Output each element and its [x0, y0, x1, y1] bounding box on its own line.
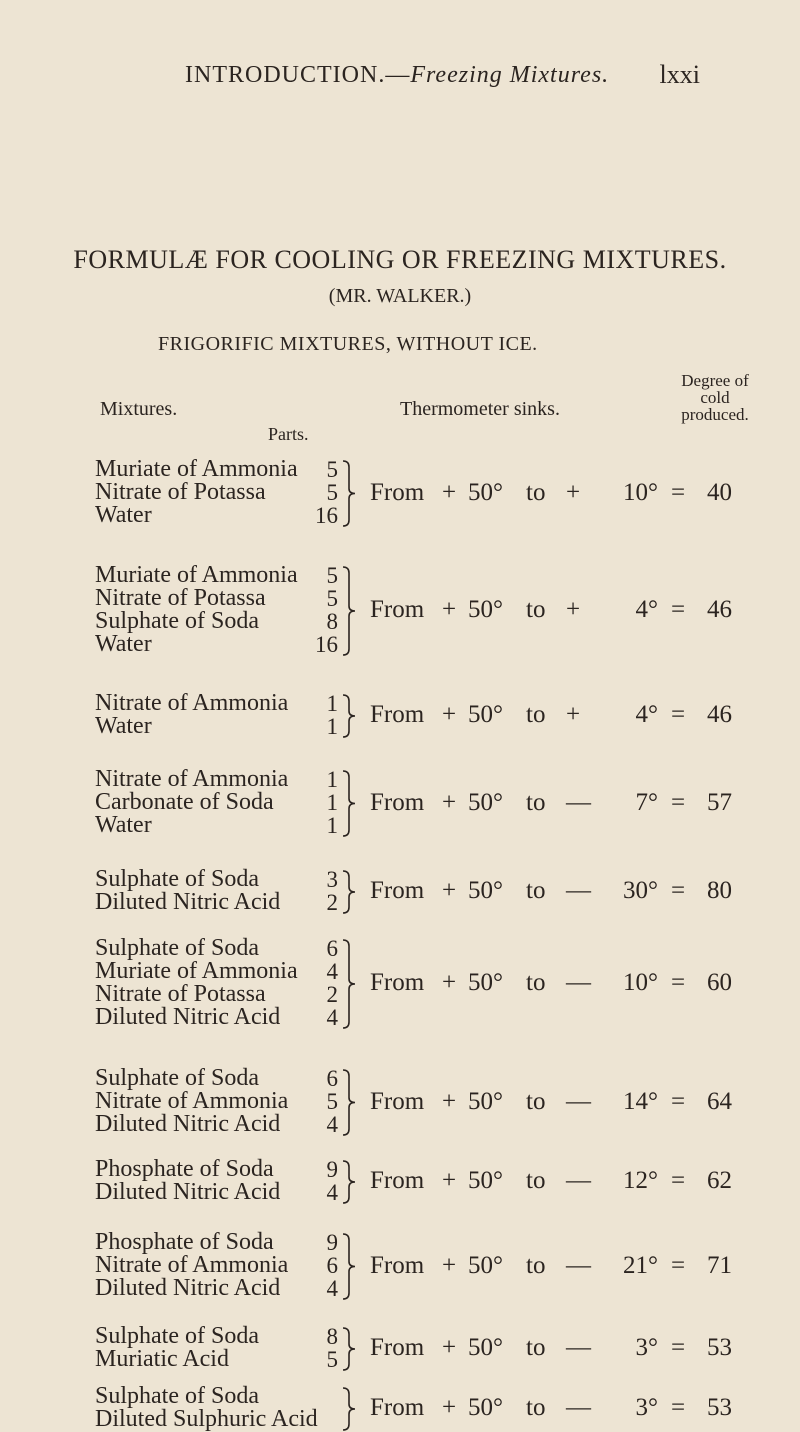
ingredient-name: Sulphate of Soda: [95, 1065, 259, 1091]
grouping-brace: [340, 769, 360, 838]
end-temperature: 21°: [623, 1251, 658, 1279]
temperature-result: [370, 1252, 732, 1280]
grouping-brace: [340, 869, 360, 915]
to-label: to: [526, 478, 546, 506]
ingredient-parts: 5: [326, 480, 338, 505]
ingredient-parts: 9: [326, 1230, 338, 1255]
end-temperature: 3°: [635, 1334, 658, 1361]
ingredient-name: Nitrate of Potassa: [95, 981, 266, 1007]
grouping-brace: [340, 565, 360, 657]
from-label: From: [370, 1251, 425, 1279]
from-label: From: [370, 969, 425, 996]
from-label: From: [370, 478, 425, 506]
to-label: to: [526, 877, 546, 904]
degrees-of-cold: 60: [707, 969, 732, 996]
equals-sign: =: [670, 1334, 686, 1361]
end-sign: —: [566, 877, 591, 904]
ingredient-name: Sulphate of Soda: [95, 1383, 259, 1409]
from-label: From: [370, 1334, 425, 1361]
ingredient-name: Water: [95, 502, 152, 528]
start-temperature: 50°: [468, 478, 503, 506]
degree-header-line-1: Degree of: [681, 371, 749, 390]
degrees-of-cold: 53: [707, 1394, 732, 1421]
ingredient-parts: 4: [326, 1180, 338, 1205]
page-number: lxxi: [659, 60, 700, 89]
to-label: to: [526, 788, 546, 816]
end-sign: +: [566, 701, 581, 728]
start-sign: +: [442, 1334, 457, 1361]
start-sign: +: [442, 478, 457, 506]
ingredient-parts: 1: [326, 790, 338, 815]
ingredient-parts: 4: [326, 959, 338, 984]
grouping-brace: [340, 459, 360, 528]
start-temperature: 50°: [468, 701, 503, 728]
equals-sign: =: [670, 877, 686, 904]
ingredient-parts: 6: [326, 1066, 338, 1091]
ingredient-parts: 8: [326, 1324, 338, 1349]
ingredient-name: Sulphate of Soda: [95, 866, 259, 892]
ingredient-parts: 2: [326, 982, 338, 1007]
degrees-of-cold: 46: [707, 701, 732, 728]
degrees-of-cold: 71: [707, 1251, 732, 1279]
grouping-brace: [340, 1386, 360, 1432]
ingredient-parts: 5: [326, 1089, 338, 1114]
temperature-result: [370, 479, 732, 507]
ingredient-parts: 8: [326, 609, 338, 634]
end-temperature: 14°: [623, 1087, 658, 1115]
ingredient-parts: 9: [326, 1157, 338, 1182]
end-sign: —: [566, 1334, 591, 1361]
to-label: to: [526, 596, 546, 623]
start-temperature: 50°: [468, 596, 503, 623]
end-sign: —: [566, 969, 591, 996]
ingredient-name: Water: [95, 631, 152, 657]
degree-header-line-2: cold: [700, 388, 730, 407]
ingredient-name: Nitrate of Ammonia: [95, 690, 289, 716]
ingredient-parts: 5: [326, 457, 338, 482]
grouping-brace: [340, 938, 360, 1030]
from-label: From: [370, 1394, 425, 1421]
ingredient-parts: 5: [326, 586, 338, 611]
ingredient-name: Muriatic Acid: [95, 1346, 229, 1372]
grouping-brace: [340, 693, 360, 739]
end-temperature: 4°: [635, 701, 658, 728]
end-temperature: 12°: [623, 1167, 658, 1194]
start-temperature: 50°: [468, 1394, 503, 1421]
to-label: to: [526, 1334, 546, 1361]
ingredient-parts: 1: [326, 813, 338, 838]
ingredient-name: Muriate of Ammonia: [95, 958, 298, 984]
start-temperature: 50°: [468, 1334, 503, 1361]
end-sign: +: [566, 478, 581, 506]
from-label: From: [370, 877, 425, 904]
ingredient-parts: 1: [326, 714, 338, 739]
start-temperature: 50°: [468, 969, 503, 996]
to-label: to: [526, 1251, 546, 1279]
ingredient-parts: 2: [326, 890, 338, 915]
column-header-degree: [655, 372, 775, 423]
start-sign: +: [442, 1251, 457, 1279]
degrees-of-cold: 62: [707, 1167, 732, 1194]
start-sign: +: [442, 1087, 457, 1115]
degrees-of-cold: 64: [707, 1087, 732, 1115]
ingredient-name: Muriate of Ammonia: [95, 562, 298, 588]
end-temperature: 3°: [635, 1394, 658, 1421]
start-sign: +: [442, 1167, 457, 1194]
to-label: to: [526, 701, 546, 728]
start-sign: +: [442, 701, 457, 728]
ingredient-parts: 4: [326, 1005, 338, 1030]
degrees-of-cold: 53: [707, 1334, 732, 1361]
ingredient-parts: 4: [326, 1276, 338, 1301]
page-title: FORMULÆ FOR COOLING OR FREEZING MIXTURES.: [73, 245, 727, 274]
ingredient-parts: 16: [315, 503, 338, 528]
end-sign: +: [566, 596, 581, 623]
end-temperature: 4°: [635, 596, 658, 623]
ingredient-parts: 6: [326, 936, 338, 961]
start-sign: +: [442, 596, 457, 623]
ingredient-parts: 3: [326, 867, 338, 892]
degrees-of-cold: 57: [707, 788, 732, 816]
column-header-thermometer: Thermometer sinks.: [400, 398, 560, 420]
equals-sign: =: [670, 1251, 686, 1279]
ingredient-name: Diluted Nitric Acid: [95, 1111, 281, 1137]
grouping-brace: [340, 1159, 360, 1205]
grouping-brace: [340, 1232, 360, 1301]
ingredient-name: Diluted Sulphuric Acid: [95, 1406, 318, 1432]
running-head-topic: Freezing Mixtures.: [410, 62, 610, 88]
equals-sign: =: [670, 701, 686, 728]
from-label: From: [370, 788, 425, 816]
ingredient-name: Phosphate of Soda: [95, 1229, 274, 1255]
equals-sign: =: [670, 788, 686, 816]
column-header-parts: Parts.: [268, 424, 309, 444]
ingredient-name: Muriate of Ammonia: [95, 456, 298, 482]
temperature-result: [370, 1394, 732, 1422]
ingredient-name: Nitrate of Potassa: [95, 479, 266, 505]
ingredient-parts: 6: [326, 1253, 338, 1278]
to-label: to: [526, 1394, 546, 1421]
equals-sign: =: [670, 969, 686, 996]
ingredient-parts: 5: [326, 1347, 338, 1372]
from-label: From: [370, 1087, 425, 1115]
column-header-mixtures: Mixtures.: [100, 398, 178, 420]
end-temperature: 10°: [623, 478, 658, 506]
start-sign: +: [442, 877, 457, 904]
ingredient-name: Diluted Nitric Acid: [95, 889, 281, 915]
from-label: From: [370, 596, 425, 623]
ingredient-parts: 4: [326, 1112, 338, 1137]
end-sign: —: [566, 1167, 591, 1194]
temperature-result: [370, 701, 732, 729]
end-sign: —: [566, 788, 591, 816]
ingredient-name: Nitrate of Ammonia: [95, 1088, 289, 1114]
temperature-result: [370, 789, 732, 817]
start-temperature: 50°: [468, 788, 503, 816]
equals-sign: =: [670, 1087, 686, 1115]
degrees-of-cold: 40: [707, 478, 732, 506]
equals-sign: =: [670, 596, 686, 623]
start-sign: +: [442, 1394, 457, 1421]
equals-sign: =: [670, 1394, 686, 1421]
ingredient-parts: 1: [326, 767, 338, 792]
ingredient-parts: 5: [326, 563, 338, 588]
ingredient-name: Sulphate of Soda: [95, 1323, 259, 1349]
ingredient-name: Diluted Nitric Acid: [95, 1004, 281, 1030]
grouping-brace: [340, 1326, 360, 1372]
to-label: to: [526, 969, 546, 996]
temperature-result: [370, 1088, 732, 1116]
end-sign: —: [566, 1251, 591, 1279]
degree-header-line-3: produced.: [681, 405, 749, 424]
ingredient-parts: 1: [326, 691, 338, 716]
start-sign: +: [442, 788, 457, 816]
degrees-of-cold: 80: [707, 877, 732, 904]
temperature-result: [370, 1167, 732, 1195]
author-credit: (MR. WALKER.): [328, 285, 472, 307]
start-temperature: 50°: [468, 1167, 503, 1194]
running-head-section: INTRODUCTION.—: [185, 62, 411, 88]
ingredient-name: Diluted Nitric Acid: [95, 1179, 281, 1205]
ingredient-name: Carbonate of Soda: [95, 789, 274, 815]
from-label: From: [370, 701, 425, 728]
section-title: FRIGORIFIC MIXTURES, WITHOUT ICE.: [158, 333, 538, 355]
ingredient-name: Diluted Nitric Acid: [95, 1275, 281, 1301]
end-sign: —: [566, 1087, 591, 1115]
start-temperature: 50°: [468, 877, 503, 904]
start-temperature: 50°: [468, 1087, 503, 1115]
ingredient-name: Nitrate of Ammonia: [95, 766, 289, 792]
from-label: From: [370, 1167, 425, 1194]
end-temperature: 7°: [635, 788, 658, 816]
grouping-brace: [340, 1068, 360, 1137]
equals-sign: =: [670, 1167, 686, 1194]
degrees-of-cold: 46: [707, 596, 732, 623]
equals-sign: =: [670, 478, 686, 506]
start-sign: +: [442, 969, 457, 996]
temperature-result: [370, 1334, 732, 1362]
end-sign: —: [566, 1394, 591, 1421]
temperature-result: [370, 877, 732, 905]
ingredient-name: Phosphate of Soda: [95, 1156, 274, 1182]
ingredient-name: Nitrate of Ammonia: [95, 1252, 289, 1278]
start-temperature: 50°: [468, 1251, 503, 1279]
to-label: to: [526, 1087, 546, 1115]
ingredient-parts: 16: [315, 632, 338, 657]
temperature-result: [370, 969, 732, 997]
end-temperature: 10°: [623, 969, 658, 996]
ingredient-name: Sulphate of Soda: [95, 935, 259, 961]
to-label: to: [526, 1167, 546, 1194]
end-temperature: 30°: [623, 877, 658, 904]
ingredient-name: Nitrate of Potassa: [95, 585, 266, 611]
ingredient-name: Sulphate of Soda: [95, 608, 259, 634]
running-head: [185, 62, 609, 89]
ingredient-name: Water: [95, 713, 152, 739]
ingredient-name: Water: [95, 812, 152, 838]
temperature-result: [370, 596, 732, 624]
